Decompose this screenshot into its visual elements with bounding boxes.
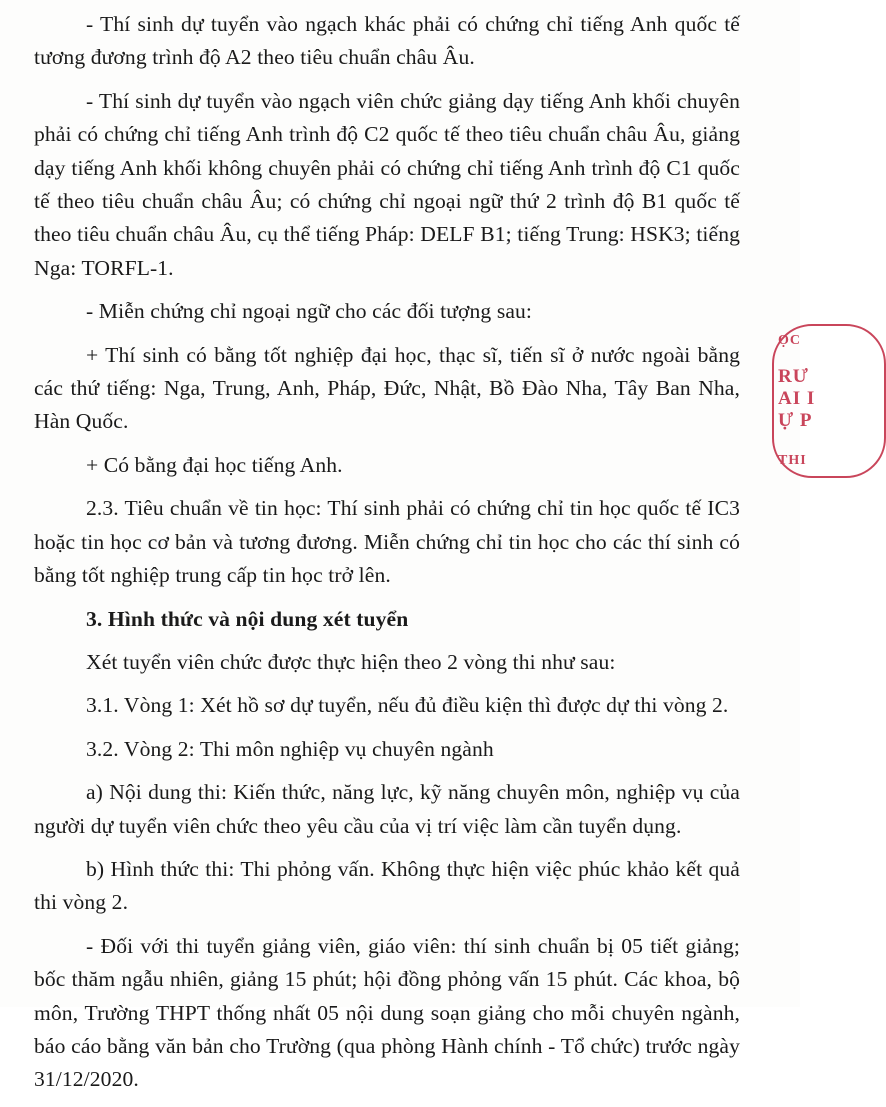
- paragraph-exemption-foreign-degree: + Thí sinh có bằng tốt nghiệp đại học, thạc sĩ, tiến sĩ ở nước ngoài bằng các thứ tiếng: Nga, Trung, Anh, Pháp, Đức, Nhật, Bồ Đào Nha, Tây Ban Nha, Hàn Quốc.: [34, 342, 740, 434]
- document-body: [34, 8, 740, 1107]
- paragraph-exemption-intro: - Miễn chứng chỉ ngoại ngữ cho các đối tượng sau:: [86, 299, 533, 324]
- stamp-text: AI I: [778, 388, 816, 409]
- paragraph-rounds-intro: Xét tuyển viên chức được thực hiện theo 2 vòng thi như sau:: [86, 649, 616, 674]
- paragraph-it-standard: 2.3. Tiêu chuẩn về tin học: Thí sinh phải có chứng chỉ tin học quốc tế IC3 hoặc tin học cơ bản và tương đương. Miễn chứng chỉ tin học cho các thí sinh có bằng tốt nghiệp trung cấp tin học trở lên.: [34, 496, 740, 588]
- paragraph-lecturer-exam: - Đối với thi tuyển giảng viên, giáo viên: thí sinh chuẩn bị 05 tiết giảng; bốc thăm ngẫu nhiên, giảng 15 phút; hội đồng phỏng vấn 15 phút. Các khoa, bộ môn, Trường THPT thống nhất 05 nội dung soạn giảng cho mỗi chuyên ngành, báo cáo bằng văn bản cho Trường (qua phòng Hành chính - Tổ chức) trước ngày 31/12/2020.: [34, 933, 740, 1092]
- stamp-text: ỌC: [778, 333, 801, 348]
- red-seal-stamp: [764, 320, 824, 470]
- paragraph-english-a2: - Thí sinh dự tuyển vào ngạch khác phải có chứng chỉ tiếng Anh quốc tế tương đương trình độ A2 theo tiêu chuẩn châu Âu.: [34, 12, 740, 70]
- paragraph-exam-content: a) Nội dung thi: Kiến thức, năng lực, kỹ năng chuyên môn, nghiệp vụ của người dự tuyển viên chức theo yêu cầu của vị trí việc làm cần tuyển dụng.: [34, 780, 740, 838]
- section-heading: 3. Hình thức và nội dung xét tuyển: [86, 606, 409, 631]
- paragraph-exemption-english-degree: + Có bằng đại học tiếng Anh.: [86, 452, 343, 477]
- paragraph-exam-format: b) Hình thức thi: Thi phỏng vấn. Không thực hiện việc phúc khảo kết quả thi vòng 2.: [34, 856, 740, 915]
- stamp-text: RƯ: [778, 366, 809, 387]
- paragraph-round-1: 3.1. Vòng 1: Xét hồ sơ dự tuyển, nếu đủ điều kiện thì được dự thi vòng 2.: [86, 693, 729, 718]
- paragraph-round-2: 3.2. Vòng 2: Thi môn nghiệp vụ chuyên ngành: [86, 736, 494, 761]
- stamp-text: THI: [778, 453, 807, 468]
- stamp-text: Ự P: [778, 410, 813, 431]
- paragraph-english-teaching: - Thí sinh dự tuyển vào ngạch viên chức giảng dạy tiếng Anh khối chuyên phải có chứng chỉ tiếng Anh trình độ C2 quốc tế theo tiêu chuẩn châu Âu, giảng dạy tiếng Anh khối không chuyên phải có chứng chỉ tiếng Anh trình độ C1 quốc tế theo tiêu chuẩn châu Âu; có chứng chỉ ngoại ngữ thứ 2 trình độ B1 quốc tế theo tiêu chuẩn châu Âu, cụ thể tiếng Pháp: DELF B1; tiếng Trung: HSK3; tiếng Nga: TORFL-1.: [34, 88, 740, 280]
